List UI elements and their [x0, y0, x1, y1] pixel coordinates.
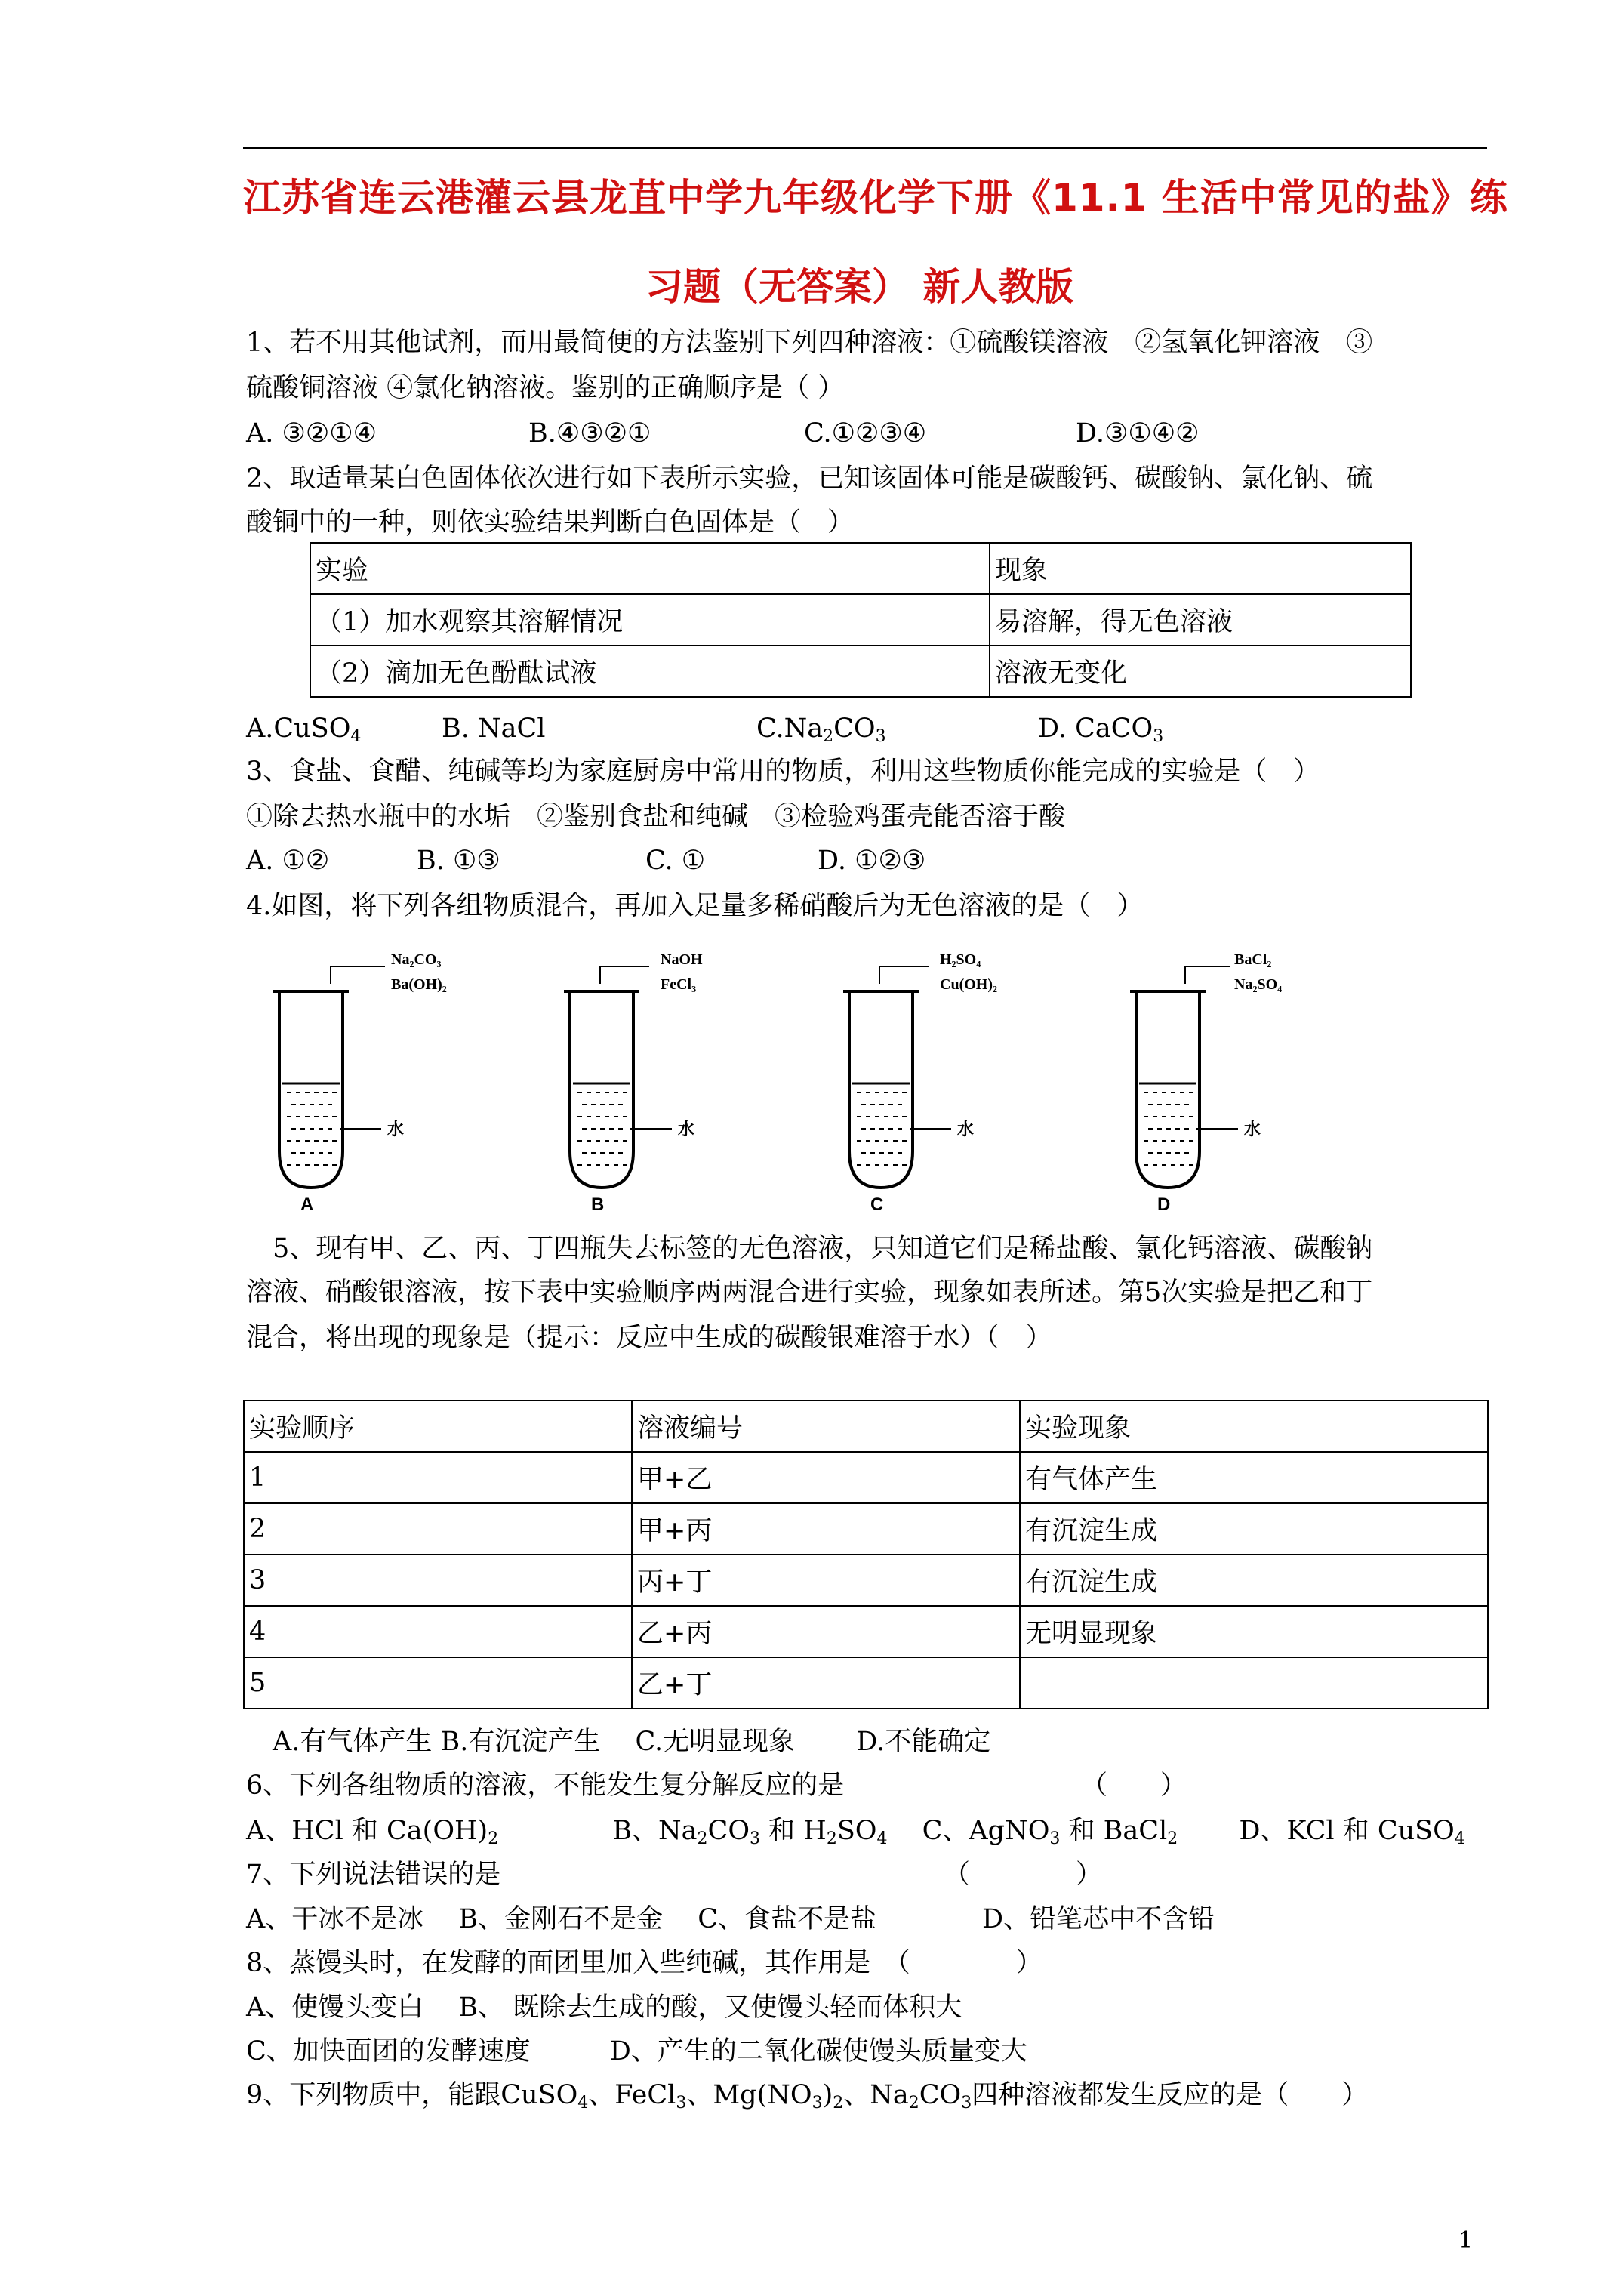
table-cell: 4: [244, 1606, 632, 1657]
q2-table: [310, 542, 1412, 698]
table-cell: （1）加水观察其溶解情况: [310, 594, 990, 646]
q8-text-line-3: C、加快面团的发酵速度 D、产生的二氧化碳使馒头质量变大: [246, 2036, 1027, 2066]
tube-label-a: A: [300, 1194, 314, 1215]
table-cell: 实验顺序: [244, 1401, 632, 1452]
table-cell: （2）滴加无色酚酞试液: [310, 646, 990, 697]
q6-answer-paren: （ ）: [1081, 1771, 1187, 1801]
table-cell: 2: [244, 1503, 632, 1555]
page-number: 1: [1458, 2227, 1474, 2254]
title-line-2: 习题（无答案） 新人教版: [645, 265, 1074, 309]
table-cell: 有气体产生: [1020, 1452, 1488, 1503]
test-tube-c: [843, 951, 997, 1215]
q3-text-line-1: 3、食盐、食醋、纯碱等均为家庭厨房中常用的物质，利用这些物质你能完成的实验是（ ）: [246, 757, 1320, 787]
q6-options: A、HCl 和 $Ca(OH)_2$ B、$Na_2CO_3$ 和 $H_2SO_4$ C、AgNO$_3$ 和 BaCl$_2$ D、KCl 和 CuSO$_4$: [246, 1816, 1465, 1848]
q2-option-d: D. CaCO$_3$: [1038, 713, 1164, 746]
q1-text-line-1: 1、若不用其他试剂，而用最简便的方法鉴别下列四种溶液：①硫酸镁溶液 ②氢氧化钾溶液 ③: [246, 328, 1373, 358]
q4-text-line-1: 4.如图，将下列各组物质混合，再加入足量多稀硝酸后为无色溶液的是（ ）: [246, 891, 1144, 921]
table-row: [244, 1606, 1488, 1657]
table-row: [310, 543, 1411, 594]
reagent-d-2: Na₂SO₄: [1234, 976, 1283, 993]
table-cell: 溶液编号: [632, 1401, 1020, 1452]
table-cell: 3: [244, 1555, 632, 1606]
q3-option-c: C. ①: [645, 846, 706, 876]
table-cell: 乙+丙: [632, 1606, 1020, 1657]
table-row: [244, 1657, 1488, 1709]
table-cell: 溶液无变化: [990, 646, 1411, 697]
reagent-b-2: FeCl₃: [661, 976, 697, 993]
q2-option-a: A.CuSO$_4$: [246, 713, 362, 746]
table-cell: 5: [244, 1657, 632, 1709]
q9-text-line-1: 9、下列物质中，能跟CuSO$_4$、FeCl$_3$、$Mg(NO_3)_2$、$Na_2CO_3$四种溶液都发生反应的是（ ）: [246, 2080, 1369, 2113]
q5-text-line-1: 5、现有甲、乙、丙、丁四瓶失去标签的无色溶液，只知道它们是稀盐酸、氯化钙溶液、碳酸钠: [246, 1234, 1373, 1264]
reagent-c-2: Cu(OH)₂: [940, 976, 997, 993]
table-cell: 1: [244, 1452, 632, 1503]
test-tube-a: [273, 951, 447, 1215]
table-cell: 实验: [310, 543, 990, 594]
table-row: [244, 1452, 1488, 1503]
tube-label-c: C: [870, 1194, 884, 1215]
test-tube-d: [1130, 951, 1282, 1215]
tube-label-b: B: [591, 1194, 605, 1215]
water-label-d: 水: [1244, 1120, 1261, 1139]
q7-text-line-1: 7、下列说法错误的是: [246, 1860, 501, 1890]
table-cell: 现象: [990, 543, 1411, 594]
tube-label-d: D: [1157, 1194, 1171, 1215]
q3-option-d: D. ①②③: [818, 846, 926, 876]
q8-text-line-1: 8、蒸馒头时，在发酵的面团里加入些纯碱，其作用是 （ ）: [246, 1948, 1042, 1978]
table-cell: 实验现象: [1020, 1401, 1488, 1452]
q6-text-line-1: 6、下列各组物质的溶液，不能发生复分解反应的是: [246, 1771, 845, 1801]
table-cell: 甲+丙: [632, 1503, 1020, 1555]
table-row: [310, 646, 1411, 697]
table-cell: 无明显现象: [1020, 1606, 1488, 1657]
water-label-c: 水: [957, 1120, 975, 1139]
q7-answer-paren: （ ）: [944, 1860, 1103, 1890]
q1-option-d: D.③①④②: [1076, 418, 1200, 448]
test-tube-figure: [264, 948, 1359, 1219]
header-rule: [243, 147, 1487, 149]
water-label-b: 水: [678, 1120, 695, 1139]
q5-table: [243, 1400, 1489, 1709]
table-cell: 有沉淀生成: [1020, 1555, 1488, 1606]
test-tube-b: [564, 951, 703, 1215]
table-cell: 易溶解，得无色溶液: [990, 594, 1411, 646]
table-row: [244, 1401, 1488, 1452]
table-cell: 乙+丁: [632, 1657, 1020, 1709]
q1-option-c: C.①②③④: [804, 418, 927, 448]
reagent-d-1: BaCl₂: [1234, 951, 1272, 968]
table-cell: 甲+乙: [632, 1452, 1020, 1503]
q3-option-b: B. ①③: [417, 846, 500, 876]
table-row: [310, 594, 1411, 646]
table-cell: [1020, 1657, 1488, 1709]
q3-option-a: A. ①②: [246, 846, 330, 876]
q3-text-line-2: ①除去热水瓶中的水垢 ②鉴别食盐和纯碱 ③检验鸡蛋壳能否溶于酸: [246, 802, 1066, 832]
title-line-1: 江苏省连云港灌云县龙苴中学九年级化学下册《11.1 生活中常见的盐》练: [243, 176, 1508, 220]
reagent-a-2: Ba(OH)₂: [391, 976, 447, 993]
q2-option-b: B. NaCl: [442, 713, 546, 744]
reagent-a-1: Na₂CO₃: [391, 951, 442, 968]
table-row: [244, 1503, 1488, 1555]
q2-text-line-2: 酸铜中的一种，则依实验结果判断白色固体是（ ）: [246, 507, 855, 538]
q5-options: A.有气体产生 B.有沉淀产生 C.无明显现象 D.不能确定: [246, 1727, 991, 1757]
reagent-b-1: NaOH: [661, 951, 703, 968]
q2-option-c: $C.Na_2CO_3$: [756, 713, 886, 746]
reagent-c-1: H₂SO₄: [940, 951, 981, 968]
q5-text-line-2: 溶液、硝酸银溶液，按下表中实验顺序两两混合进行实验，现象如表所述。第5次实验是把乙和丁: [246, 1277, 1373, 1308]
q7-options: A、干冰不是冰 B、金刚石不是金 C、食盐不是盐 D、铅笔芯中不含铅: [246, 1904, 1215, 1934]
water-label-a: 水: [387, 1120, 405, 1139]
q5-text-line-3: 混合，将出现的现象是（提示：反应中生成的碳酸银难溶于水）（ ）: [246, 1323, 1052, 1353]
q8-text-line-2: A、使馒头变白 B、 既除去生成的酸，又使馒头轻而体积大: [246, 1992, 962, 2023]
q1-option-b: B.④③②①: [528, 418, 651, 448]
table-cell: 丙+丁: [632, 1555, 1020, 1606]
q1-option-a: A. ③②①④: [246, 418, 377, 448]
table-row: [244, 1555, 1488, 1606]
q2-text-line-1: 2、取适量某白色固体依次进行如下表所示实验，已知该固体可能是碳酸钙、碳酸钠、氯化钠、硫: [246, 464, 1373, 494]
table-cell: 有沉淀生成: [1020, 1503, 1488, 1555]
q1-text-line-2: 硫酸铜溶液 ④氯化钠溶液。鉴别的正确顺序是（ ）: [246, 373, 845, 403]
